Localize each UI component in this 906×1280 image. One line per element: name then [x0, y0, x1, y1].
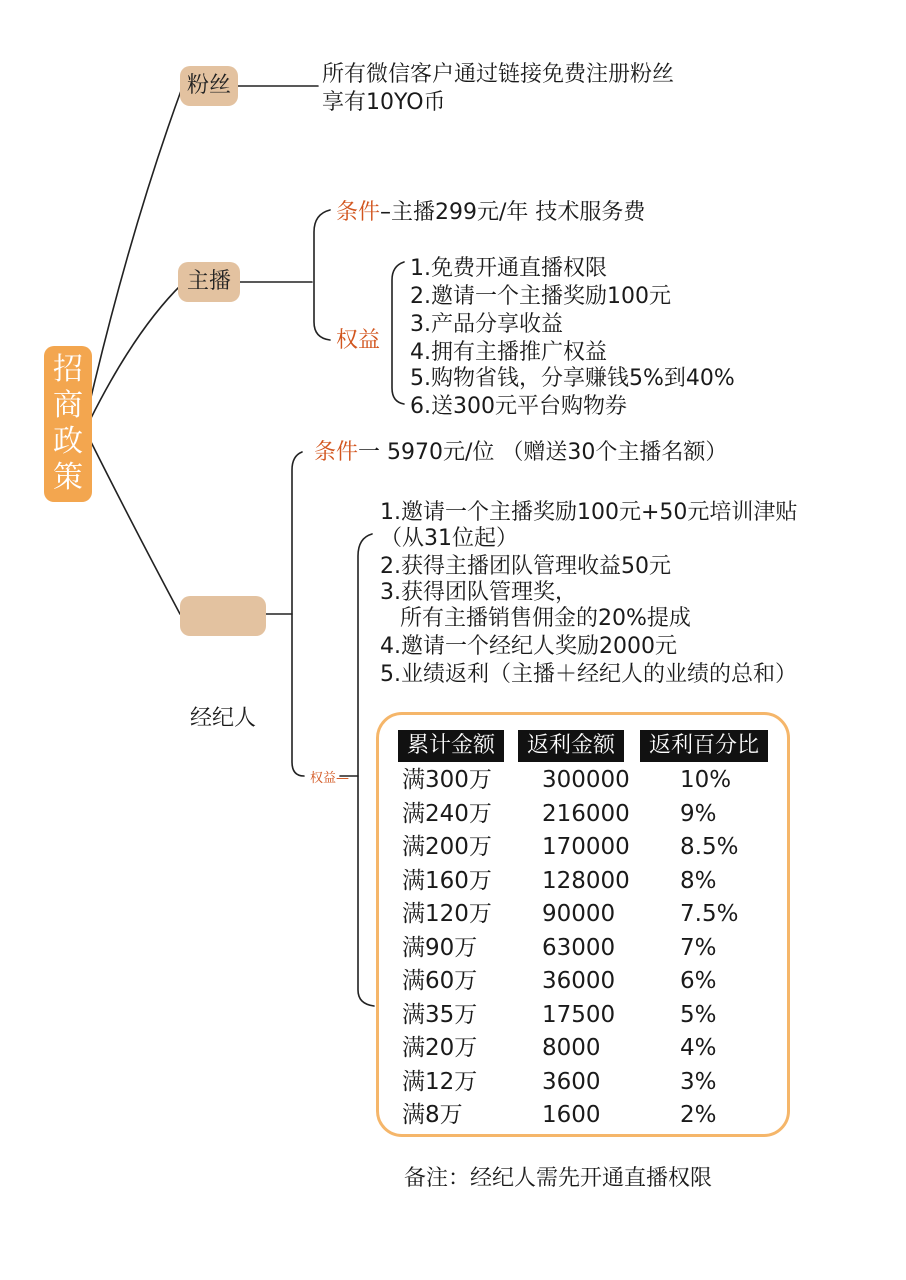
table-cell-percent: 10% [680, 767, 732, 793]
agent-right-line: （从31位起） [380, 526, 518, 551]
bracket-agent-rights [358, 534, 374, 1006]
table-cell-cumulative: 满200万 [402, 834, 492, 860]
bracket-anchor-rights [392, 262, 404, 404]
bracket-anchor [314, 210, 330, 340]
root-char: 策 [53, 460, 83, 495]
bracket-agent [292, 452, 304, 776]
table-cell-cumulative: 满160万 [402, 867, 492, 894]
table-cell-percent: 7% [680, 934, 717, 961]
table-cell-rebate: 63000 [542, 934, 616, 961]
agent-right-line: 5.业绩返利（主播＋经纪人的业绩的总和） [380, 662, 797, 687]
connector-root-fans [88, 88, 182, 410]
table-cell-cumulative: 满12万 [402, 1068, 478, 1095]
table-header-percent: 返利百分比 [640, 730, 768, 762]
root-char: 招 [53, 352, 83, 387]
table-cell-cumulative: 满8万 [402, 1102, 463, 1128]
footer-note: 备注：经纪人需先开通直播权限 [404, 1166, 713, 1191]
agent-condition-text: 一 5970元/位 （赠送30个主播名额） [358, 440, 728, 465]
table-cell-percent: 5% [680, 1001, 717, 1028]
table-cell-percent: 2% [680, 1102, 717, 1128]
root-char: 商 [53, 388, 83, 423]
table-header-rebate: 返利金额 [518, 730, 624, 762]
anchor-rights-label: 权益 [336, 328, 381, 353]
agent-condition [314, 440, 727, 466]
table-cell-rebate: 128000 [542, 867, 630, 894]
anchor-condition [336, 200, 645, 226]
agent-right-line: 所有主播销售佣金的20%提成 [400, 606, 691, 631]
table-cell-rebate: 36000 [542, 968, 616, 994]
table-cell-cumulative: 满300万 [402, 767, 492, 793]
root-node[interactable] [44, 346, 92, 502]
fans-node[interactable]: 粉丝 [180, 66, 238, 106]
table-cell-rebate: 17500 [542, 1001, 616, 1028]
anchor-right-item: 4.拥有主播推广权益 [410, 340, 607, 365]
table-cell-percent: 3% [680, 1068, 717, 1095]
table-cell-percent: 7.5% [680, 901, 739, 927]
anchor-right-item: 6.送300元平台购物券 [410, 394, 627, 419]
agent-right-line: 1.邀请一个主播奖励100元+50元培训津贴 [380, 500, 798, 525]
agent-right-line: 4.邀请一个经纪人奖励2000元 [380, 634, 677, 659]
table-cell-cumulative: 满90万 [402, 934, 478, 961]
table-cell-rebate: 3600 [542, 1068, 601, 1095]
root-char: 政 [53, 424, 83, 459]
anchor-right-item: 5.购物省钱，分享赚钱5%到40% [410, 366, 735, 391]
table-cell-rebate: 216000 [542, 800, 630, 827]
table-cell-percent: 8% [680, 867, 717, 894]
table-cell-rebate: 90000 [542, 901, 616, 927]
table-cell-rebate: 8000 [542, 1035, 601, 1061]
anchor-node[interactable]: 主播 [178, 262, 240, 302]
table-cell-rebate: 1600 [542, 1102, 601, 1128]
agent-right-line: 2.获得主播团队管理收益50元 [380, 554, 671, 579]
table-cell-cumulative: 满120万 [402, 901, 492, 927]
anchor-condition-text: –主播299元/年 技术服务费 [380, 200, 646, 225]
connector-root-anchor [90, 284, 182, 420]
anchor-right-item: 3.产品分享收益 [410, 312, 563, 337]
table-header-cumulative: 累计金额 [398, 730, 504, 762]
agent-rights-label: 权益— [310, 771, 350, 786]
table-cell-percent: 6% [680, 968, 717, 994]
table-cell-cumulative: 满60万 [402, 968, 478, 994]
table-cell-cumulative: 满240万 [402, 800, 492, 827]
table-cell-cumulative: 满35万 [402, 1001, 478, 1028]
table-cell-cumulative: 满20万 [402, 1035, 478, 1061]
anchor-right-item: 1.免费开通直播权限 [410, 256, 607, 281]
connector-root-agent [90, 440, 180, 614]
table-cell-rebate: 300000 [542, 767, 630, 793]
table-cell-percent: 9% [680, 800, 717, 827]
agent-condition-label: 条件 [314, 440, 359, 465]
agent-node[interactable] [180, 596, 266, 636]
anchor-right-item: 2.邀请一个主播奖励100元 [410, 284, 671, 309]
anchor-condition-label: 条件 [336, 200, 381, 225]
fans-desc-line1: 所有微信客户通过链接免费注册粉丝 [322, 62, 675, 87]
table-cell-percent: 4% [680, 1035, 717, 1061]
table-cell-percent: 8.5% [680, 834, 739, 860]
fans-desc-line2: 享有10YO币 [322, 90, 446, 115]
agent-right-line: 3.获得团队管理奖， [380, 580, 577, 605]
agent-label: 经纪人 [190, 706, 257, 731]
table-cell-rebate: 170000 [542, 834, 630, 860]
